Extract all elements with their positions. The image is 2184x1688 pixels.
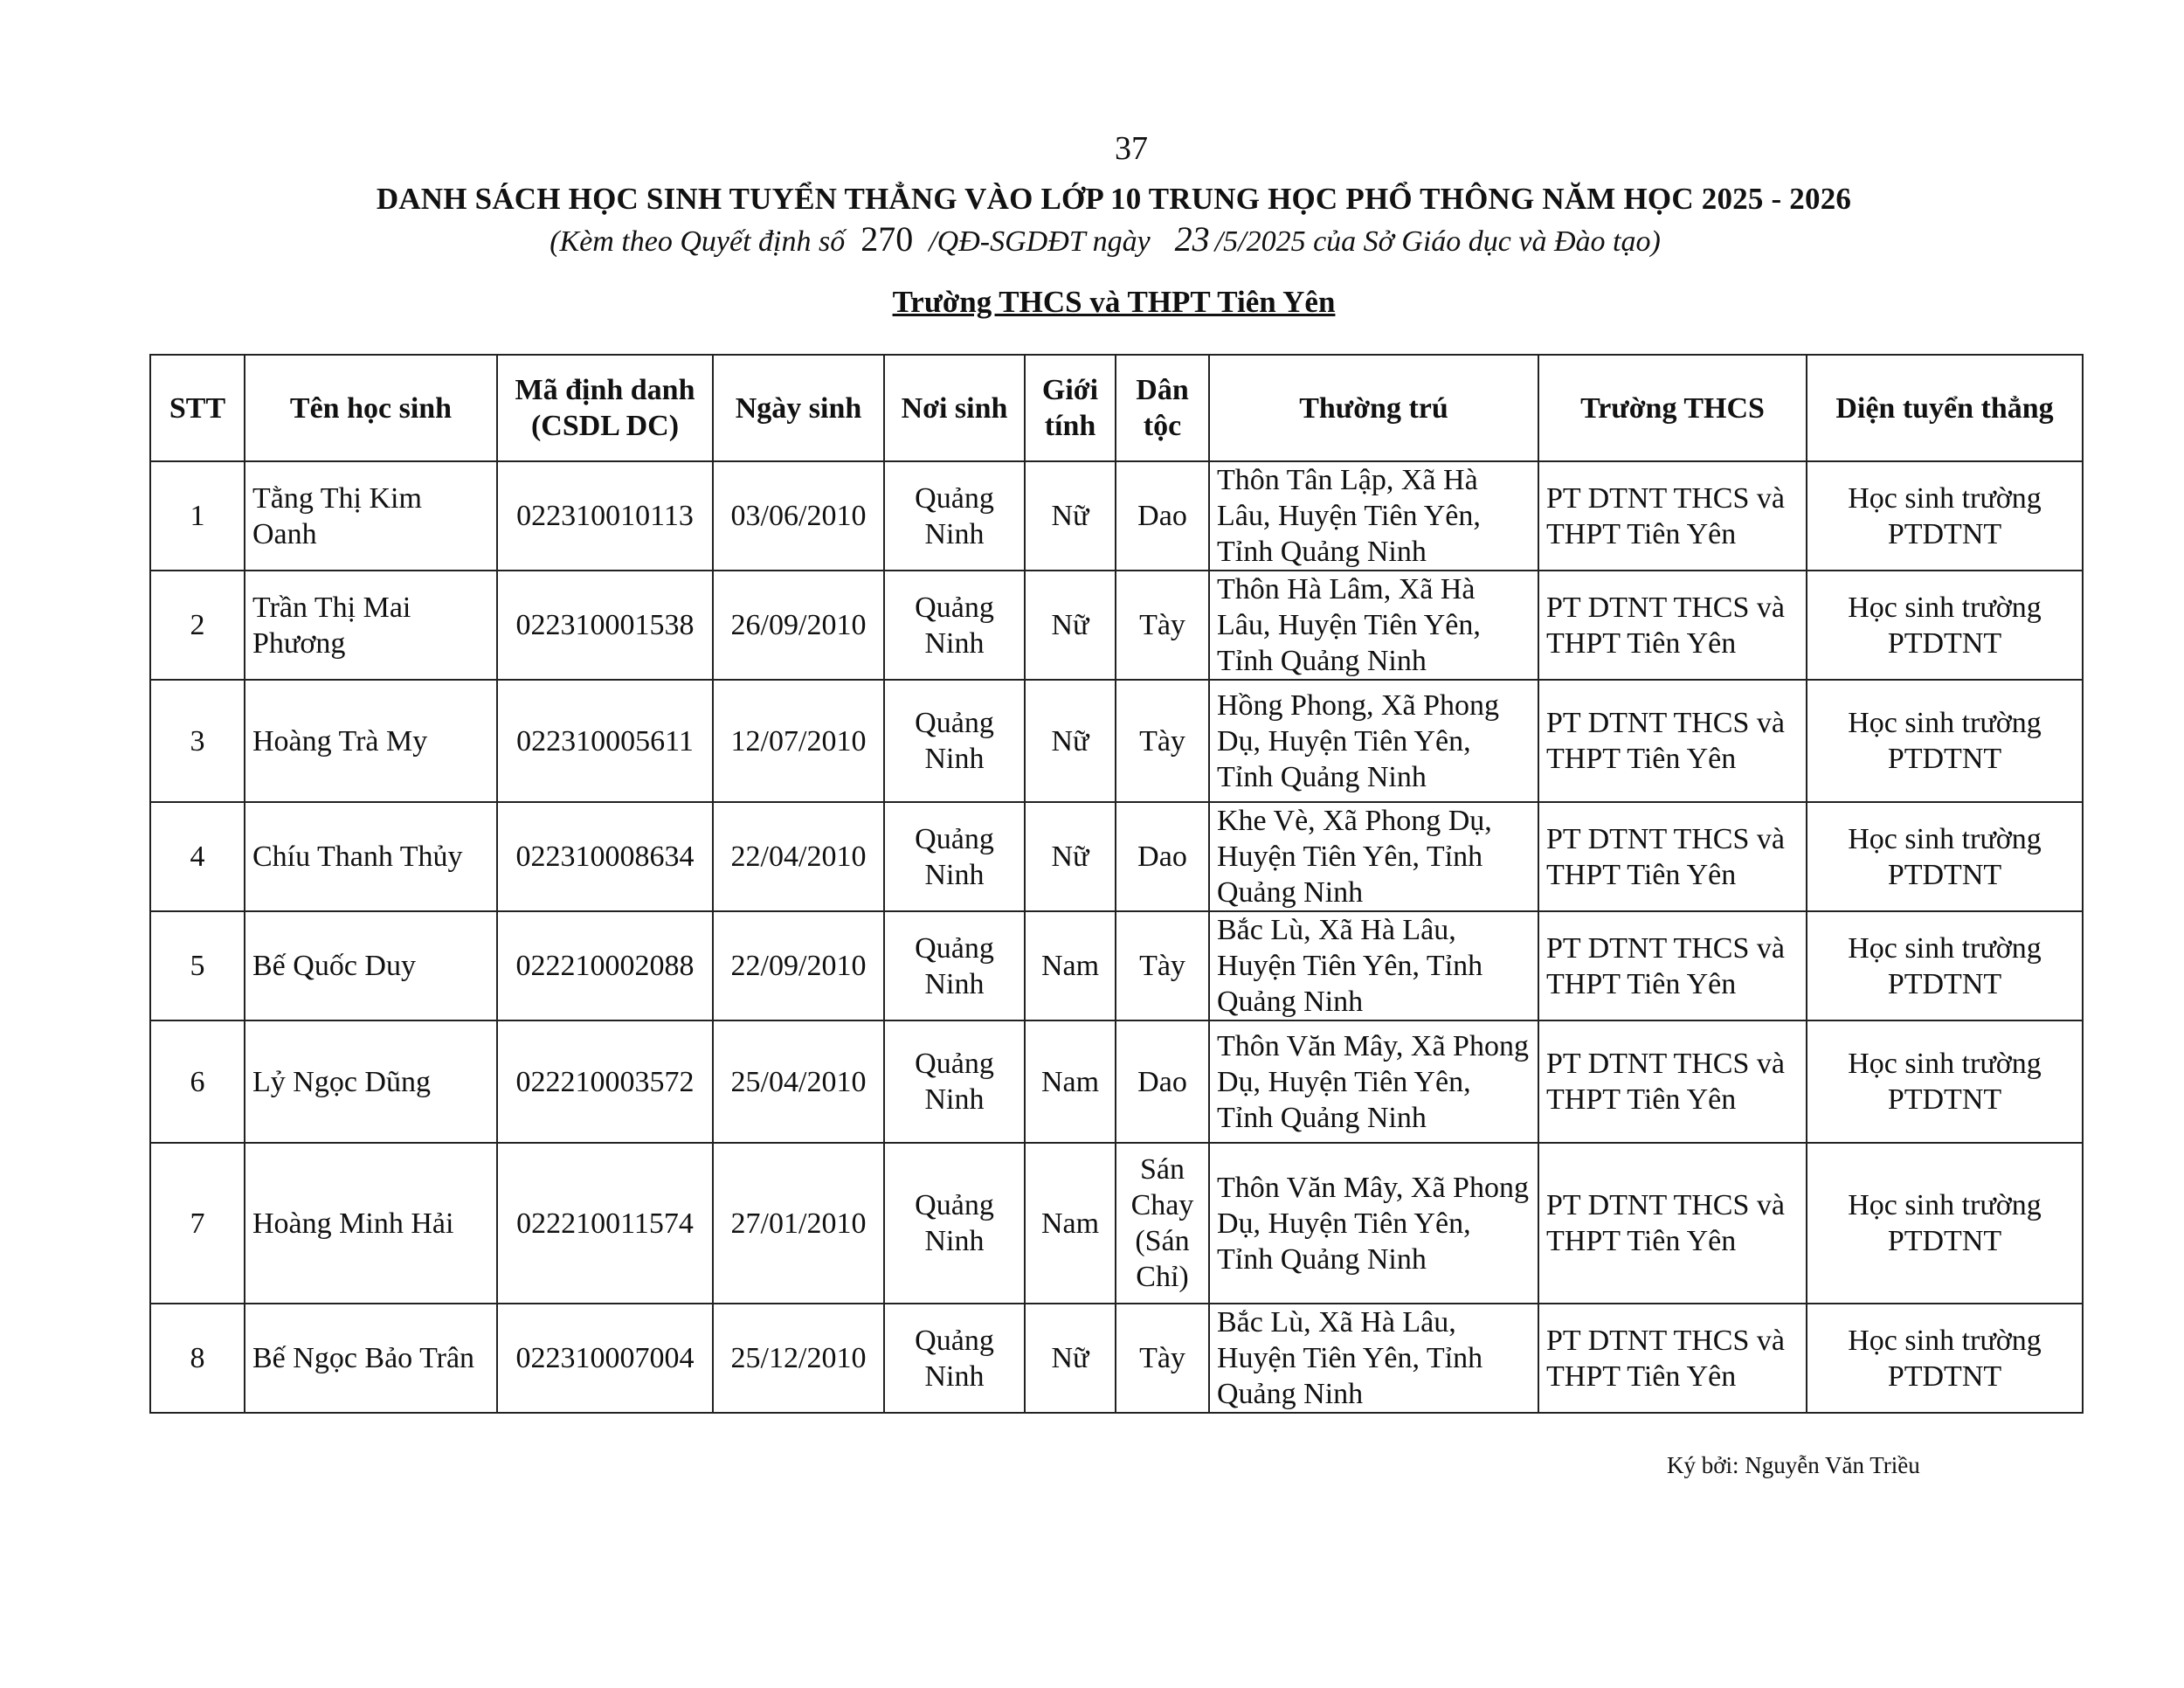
cell-name: Trần Thị Mai Phương <box>245 571 497 680</box>
cell-stt: 1 <box>150 461 245 571</box>
cell-ethnicity: Dao <box>1116 461 1209 571</box>
cell-id: 022310005611 <box>497 680 713 802</box>
cell-gender: Nữ <box>1025 571 1116 680</box>
signed-by-note: Ký bởi: Nguyễn Văn Triều <box>1667 1452 1920 1478</box>
cell-dob: 12/07/2010 <box>713 680 884 802</box>
cell-residence: Thôn Văn Mây, Xã Phong Dụ, Huyện Tiên Yên, Tỉnh Quảng Ninh <box>1209 1020 1538 1143</box>
cell-stt: 3 <box>150 680 245 802</box>
cell-ethnicity: Sán Chay (Sán Chỉ) <box>1116 1143 1209 1304</box>
cell-id: 022210003572 <box>497 1020 713 1143</box>
cell-dob: 22/04/2010 <box>713 802 884 911</box>
table-header-row <box>150 355 2083 461</box>
cell-id: 022310001538 <box>497 571 713 680</box>
cell-school: PT DTNT THCS và THPT Tiên Yên <box>1538 571 1807 680</box>
cell-category: Học sinh trường PTDTNT <box>1807 1143 2083 1304</box>
header-category: Diện tuyển thẳng <box>1807 355 2083 461</box>
cell-birthplace: Quảng Ninh <box>884 571 1025 680</box>
cell-dob: 25/12/2010 <box>713 1304 884 1413</box>
cell-name: Bế Quốc Duy <box>245 911 497 1020</box>
decision-number: 270 <box>860 219 914 259</box>
cell-birthplace: Quảng Ninh <box>884 680 1025 802</box>
cell-residence: Thôn Tân Lập, Xã Hà Lâu, Huyện Tiên Yên, Tỉnh Quảng Ninh <box>1209 461 1538 571</box>
cell-residence: Hồng Phong, Xã Phong Dụ, Huyện Tiên Yên, Tỉnh Quảng Ninh <box>1209 680 1538 802</box>
cell-dob: 27/01/2010 <box>713 1143 884 1304</box>
cell-school: PT DTNT THCS và THPT Tiên Yên <box>1538 802 1807 911</box>
cell-dob: 03/06/2010 <box>713 461 884 571</box>
table-row <box>150 911 2083 1020</box>
cell-ethnicity: Tày <box>1116 571 1209 680</box>
cell-name: Chíu Thanh Thủy <box>245 802 497 911</box>
table-row <box>150 802 2083 911</box>
cell-id: 022210011574 <box>497 1143 713 1304</box>
header-school: Trường THCS <box>1538 355 1807 461</box>
cell-ethnicity: Tày <box>1116 911 1209 1020</box>
cell-category: Học sinh trường PTDTNT <box>1807 1020 2083 1143</box>
cell-school: PT DTNT THCS và THPT Tiên Yên <box>1538 1304 1807 1413</box>
cell-gender: Nữ <box>1025 461 1116 571</box>
cell-name: Tằng Thị Kim Oanh <box>245 461 497 571</box>
table-row <box>150 680 2083 802</box>
cell-ethnicity: Dao <box>1116 802 1209 911</box>
cell-birthplace: Quảng Ninh <box>884 1304 1025 1413</box>
header-gender: Giới tính <box>1025 355 1116 461</box>
cell-school: PT DTNT THCS và THPT Tiên Yên <box>1538 911 1807 1020</box>
cell-school: PT DTNT THCS và THPT Tiên Yên <box>1538 1143 1807 1304</box>
cell-stt: 7 <box>150 1143 245 1304</box>
table-row <box>150 1020 2083 1143</box>
cell-id: 022310007004 <box>497 1304 713 1413</box>
cell-gender: Nữ <box>1025 802 1116 911</box>
cell-id: 022210002088 <box>497 911 713 1020</box>
cell-category: Học sinh trường PTDTNT <box>1807 461 2083 571</box>
header-ethnicity: Dân tộc <box>1116 355 1209 461</box>
cell-residence: Bắc Lù, Xã Hà Lâu, Huyện Tiên Yên, Tỉnh Quảng Ninh <box>1209 911 1538 1020</box>
cell-category: Học sinh trường PTDTNT <box>1807 802 2083 911</box>
cell-gender: Nam <box>1025 1143 1116 1304</box>
cell-school: PT DTNT THCS và THPT Tiên Yên <box>1538 1020 1807 1143</box>
cell-birthplace: Quảng Ninh <box>884 461 1025 571</box>
header-dob: Ngày sinh <box>713 355 884 461</box>
header-birthplace: Nơi sinh <box>884 355 1025 461</box>
header-stt: STT <box>150 355 245 461</box>
cell-residence: Thôn Văn Mây, Xã Phong Dụ, Huyện Tiên Yên, Tỉnh Quảng Ninh <box>1209 1143 1538 1304</box>
cell-birthplace: Quảng Ninh <box>884 1020 1025 1143</box>
cell-category: Học sinh trường PTDTNT <box>1807 1304 2083 1413</box>
cell-stt: 2 <box>150 571 245 680</box>
cell-gender: Nữ <box>1025 680 1116 802</box>
cell-birthplace: Quảng Ninh <box>884 1143 1025 1304</box>
cell-gender: Nam <box>1025 911 1116 1020</box>
cell-ethnicity: Tày <box>1116 1304 1209 1413</box>
subtitle-prefix: (Kèm theo Quyết định số <box>549 225 846 258</box>
header-name: Tên học sinh <box>245 355 497 461</box>
subtitle-middle: /QĐ-SGDĐT ngày <box>929 225 1151 258</box>
cell-stt: 8 <box>150 1304 245 1413</box>
cell-category: Học sinh trường PTDTNT <box>1807 680 2083 802</box>
table-row <box>150 1304 2083 1413</box>
table-row <box>150 461 2083 571</box>
cell-residence: Bắc Lù, Xã Hà Lâu, Huyện Tiên Yên, Tỉnh Quảng Ninh <box>1209 1304 1538 1413</box>
students-table <box>149 354 2084 1414</box>
cell-school: PT DTNT THCS và THPT Tiên Yên <box>1538 461 1807 571</box>
header-id: Mã định danh (CSDL DC) <box>497 355 713 461</box>
school-heading: Trường THCS và THPT Tiên Yên <box>892 285 1336 319</box>
cell-stt: 4 <box>150 802 245 911</box>
cell-dob: 26/09/2010 <box>713 571 884 680</box>
cell-birthplace: Quảng Ninh <box>884 911 1025 1020</box>
page-number: 37 <box>1115 130 1148 167</box>
cell-name: Bế Ngọc Bảo Trân <box>245 1304 497 1413</box>
decision-day: 23 <box>1174 219 1210 259</box>
cell-category: Học sinh trường PTDTNT <box>1807 571 2083 680</box>
cell-id: 022310008634 <box>497 802 713 911</box>
cell-ethnicity: Tày <box>1116 680 1209 802</box>
cell-stt: 6 <box>150 1020 245 1143</box>
cell-residence: Khe Vè, Xã Phong Dụ, Huyện Tiên Yên, Tỉnh Quảng Ninh <box>1209 802 1538 911</box>
cell-residence: Thôn Hà Lâm, Xã Hà Lâu, Huyện Tiên Yên, Tỉnh Quảng Ninh <box>1209 571 1538 680</box>
table-row <box>150 571 2083 680</box>
document-subtitle <box>0 218 2184 259</box>
cell-ethnicity: Dao <box>1116 1020 1209 1143</box>
table-row <box>150 1143 2083 1304</box>
cell-dob: 25/04/2010 <box>713 1020 884 1143</box>
cell-category: Học sinh trường PTDTNT <box>1807 911 2083 1020</box>
cell-gender: Nam <box>1025 1020 1116 1143</box>
cell-name: Hoàng Minh Hải <box>245 1143 497 1304</box>
cell-gender: Nữ <box>1025 1304 1116 1413</box>
cell-birthplace: Quảng Ninh <box>884 802 1025 911</box>
document-title: DANH SÁCH HỌC SINH TUYỂN THẲNG VÀO LỚP 10 TRUNG HỌC PHỔ THÔNG NĂM HỌC 2025 - 2026 <box>376 182 1852 216</box>
subtitle-suffix: /5/2025 của Sở Giáo dục và Đào tạo) <box>1214 225 1661 258</box>
cell-id: 022310010113 <box>497 461 713 571</box>
cell-school: PT DTNT THCS và THPT Tiên Yên <box>1538 680 1807 802</box>
cell-name: Lỷ Ngọc Dũng <box>245 1020 497 1143</box>
cell-name: Hoàng Trà My <box>245 680 497 802</box>
header-residence: Thường trú <box>1209 355 1538 461</box>
cell-dob: 22/09/2010 <box>713 911 884 1020</box>
cell-stt: 5 <box>150 911 245 1020</box>
